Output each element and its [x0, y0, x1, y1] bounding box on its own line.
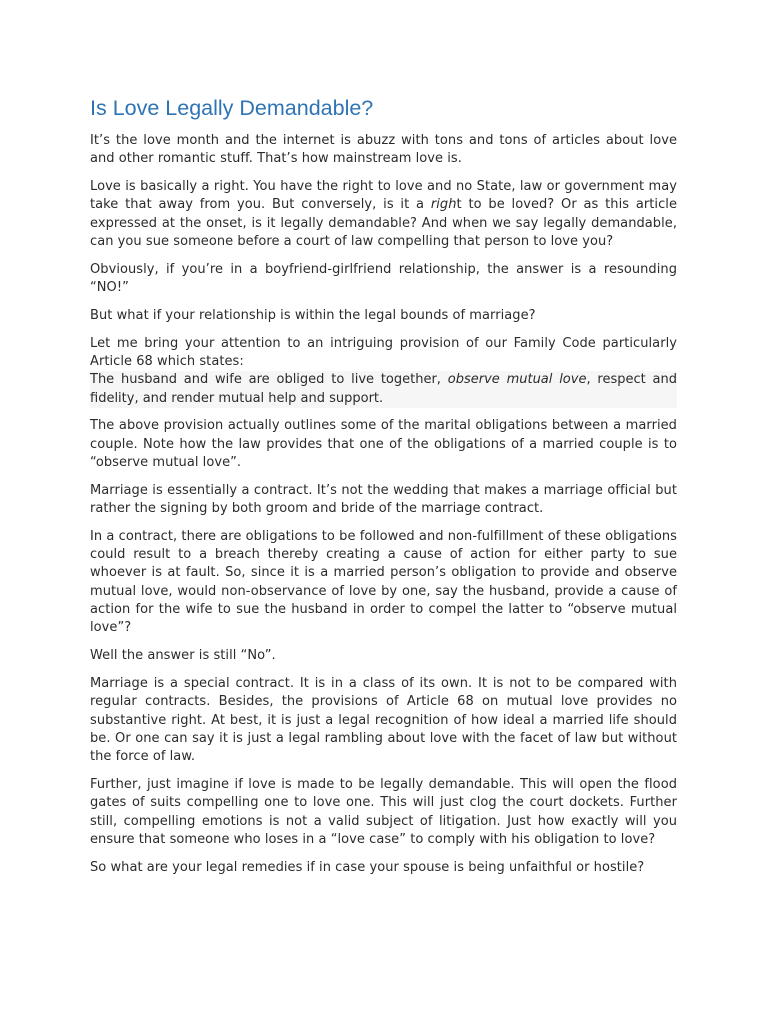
paragraph-contract-obligations: In a contract, there are obligations to be followed and non-fulfillment of these obligations could result to a breach thereby creating a cause of action for either party to sue whoever is at fault. So, since it is a married person’s obligation to provide and observe mutual love, would non-observance of love by one, say the husband, provide a cause of action for the wife to sue the husband in order to compel the latter to “observe mutual love”?: [90, 528, 677, 636]
paragraph-love-right: [90, 178, 677, 251]
paragraph-special-contract: Marriage is a special contract. It is in a class of its own. It is not to be compared with regular contracts. Besides, the provisions of Article 68 on mutual love provides no substantive right. At best, it is just a legal recognition of how ideal a married life should be. Or one can say it is just a legal rambling about love with the facet of law but without the force of law.: [90, 675, 677, 765]
paragraph-boyfriend-girlfriend: Obviously, if you’re in a boyfriend-girlfriend relationship, the answer is a resounding “NO!”: [90, 261, 677, 296]
article-68-quote: [90, 371, 677, 408]
article-title: Is Love Legally Demandable?: [90, 96, 374, 120]
paragraph-text: Love is basically a right. You have the right to love and no State, law or government may take that away from you. But conversely, is it a: [90, 179, 677, 213]
paragraph-legal-remedies: So what are your legal remedies if in case your spouse is being unfaithful or hostile?: [90, 859, 645, 875]
emphasis-text: righ: [430, 197, 457, 213]
paragraph-family-code: Let me bring your attention to an intriguing provision of our Family Code particularly Article 68 which states:: [90, 335, 677, 369]
paragraph-marriage-contract: Marriage is essentially a contract. It’s not the wedding that makes a marriage official but rather the signing by both groom and bride of the marriage contract.: [90, 482, 677, 517]
paragraph-intro: It’s the love month and the internet is abuzz with tons and tons of articles about love and other romantic stuff. That’s how mainstream love is.: [90, 133, 677, 167]
quote-text: , respect and fidelity, and render mutual help and support.: [90, 372, 678, 406]
quote-text: The husband and wife are obliged to live together,: [90, 372, 448, 388]
quote-emphasis: observe mutual love: [447, 372, 587, 388]
paragraph-marriage-question: But what if your relationship is within the legal bounds of marriage?: [90, 307, 536, 323]
paragraph-flood-gates: Further, just imagine if love is made to be legally demandable. This will open the flood gates of suits compelling one to love one. This will just clog the court dockets. Further still, compelling emotions is not a valid subject of litigation. Just how exactly will you ensure that someone who loses in a “love case” to comply with his obligation to love?: [90, 776, 677, 847]
paragraph-answer-no: Well the answer is still “No”.: [90, 648, 276, 664]
paragraph-marital-obligations: The above provision actually outlines some of the marital obligations between a married couple. Note how the law provides that one of the obligations of a married couple is to “observe mutual love”.: [90, 418, 677, 470]
paragraph-text: t to be loved? Or as this article expressed at the onset, is it legally demandable? And when we say legally demandable, can you sue someone before a court of law compelling that person to love you?: [90, 197, 677, 249]
document-page: [90, 94, 677, 886]
